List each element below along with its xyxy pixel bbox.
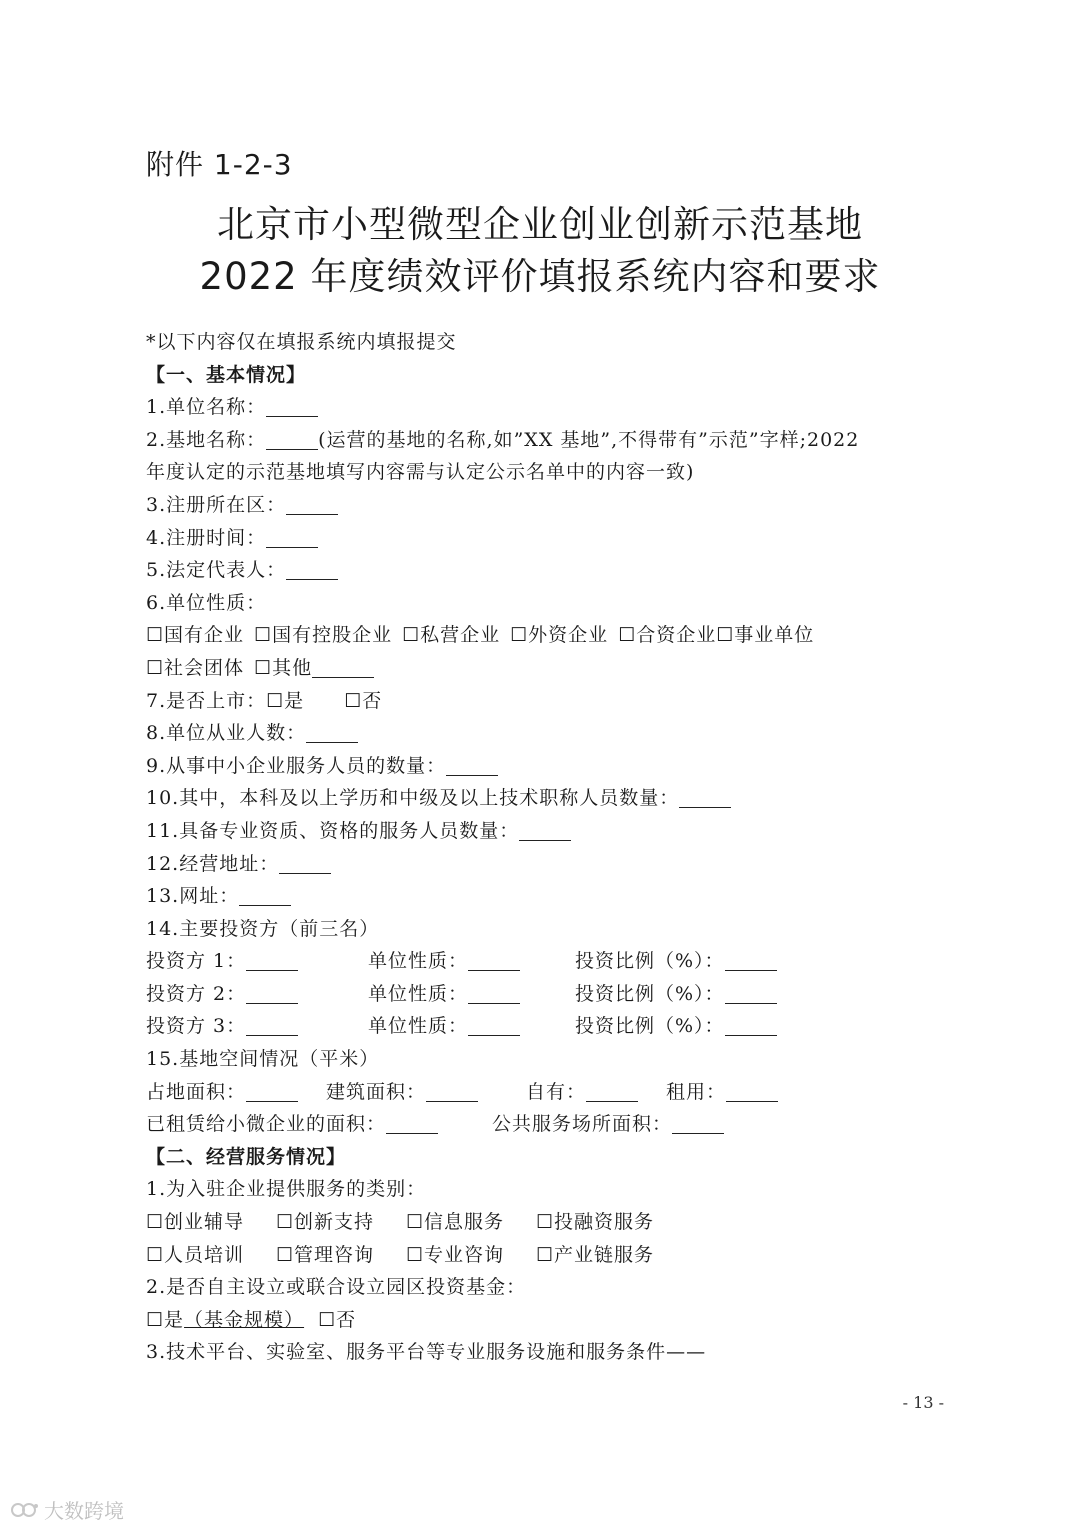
watermark-logo-icon: [10, 1500, 40, 1520]
blank-line: [266, 527, 318, 548]
watermark-text: 大数跨境: [44, 1499, 124, 1523]
field-service-facilities: 3.技术平台、实验室、服务平台等专业服务设施和服务条件——: [146, 1341, 707, 1364]
checkbox-option: ☐合资企业☐事业单位: [618, 624, 815, 647]
blank-line: [725, 983, 777, 1004]
document-title-line-1: 北京市小型微型企业创业创新示范基地: [217, 203, 863, 246]
blank-line: [426, 1081, 478, 1102]
checkbox-option: ☐社会团体: [146, 656, 245, 679]
blank-line: [672, 1113, 724, 1134]
blank-line: [306, 722, 358, 743]
section-operations-heading: 【二、经营服务情况】: [146, 1145, 347, 1168]
blank-line: [286, 494, 338, 515]
section-basic-heading: 【一、基本情况】: [146, 363, 307, 386]
blank-line: [725, 1015, 777, 1036]
checkbox-option: ☐是: [266, 689, 305, 712]
form-body: [146, 326, 946, 1369]
blank-line: [446, 755, 498, 776]
investor-row: 投资方 2： 单位性质： 投资比例（%）：: [146, 978, 946, 1011]
watermark: [10, 1495, 124, 1524]
blank-line: [468, 1015, 520, 1036]
document-title-line-2: 2022 年度绩效评价填报系统内容和要求: [199, 255, 881, 298]
blank-line: [266, 429, 318, 450]
blank-line: [246, 1081, 298, 1102]
field-registered-district: 3.注册所在区：: [146, 489, 946, 522]
checkbox-option: ☐否: [318, 1308, 357, 1331]
blank-line: [586, 1081, 638, 1102]
checkbox-option: ☐私营企业: [402, 624, 501, 647]
field-base-name: 2.基地名称： (运营的基地的名称,如”XX 基地”,不得带有”示范”字样;2022: [146, 428, 860, 451]
checkbox-option: ☐人员培训: [146, 1243, 245, 1266]
field-base-space: 15.基地空间情况（平米）: [146, 1048, 380, 1071]
field-unit-nature: 6.单位性质：: [146, 591, 267, 614]
checkbox-option: ☐创业辅导: [146, 1211, 245, 1234]
field-main-investors: 14.主要投资方（前三名）: [146, 917, 380, 940]
checkbox-option: ☐创新支持: [276, 1211, 375, 1234]
fund-scale-blank: （基金规模）: [184, 1308, 305, 1331]
field-base-name-continued: 年度认定的示范基地填写内容需与认定公示名单中的内容一致): [146, 461, 695, 484]
field-investment-fund: 2.是否自主设立或联合设立园区投资基金：: [146, 1276, 527, 1299]
blank-line: [312, 657, 374, 678]
field-employee-count: 8.单位从业人数：: [146, 717, 946, 750]
field-service-categories: 1.为入驻企业提供服务的类别：: [146, 1178, 427, 1201]
investor-row: 投资方 3： 单位性质： 投资比例（%）：: [146, 1010, 946, 1043]
blank-line: [246, 983, 298, 1004]
page-number: - 13 -: [902, 1393, 944, 1412]
submission-note: *以下内容仅在填报系统内填报提交: [146, 331, 457, 353]
checkbox-option: ☐专业咨询: [406, 1243, 505, 1266]
blank-line: [519, 820, 571, 841]
field-legal-representative: 5.法定代表人：: [146, 554, 946, 587]
blank-line: [266, 396, 318, 417]
checkbox-option: ☐信息服务: [406, 1211, 505, 1234]
unit-nature-options-row-2: [146, 652, 946, 685]
checkbox-option: ☐外资企业: [510, 624, 609, 647]
field-sme-service-staff: 9.从事中小企业服务人员的数量：: [146, 750, 946, 783]
checkbox-option: ☐其他: [254, 656, 313, 679]
investor-row: 投资方 1： 单位性质： 投资比例（%）：: [146, 945, 946, 978]
blank-line: [468, 950, 520, 971]
blank-line: [679, 787, 731, 808]
field-registration-time: 4.注册时间：: [146, 522, 946, 555]
blank-line: [725, 950, 777, 971]
checkbox-option: ☐投融资服务: [536, 1211, 655, 1234]
blank-line: [468, 983, 520, 1004]
field-website: 13.网址：: [146, 880, 946, 913]
blank-line: [246, 950, 298, 971]
checkbox-option: ☐产业链服务: [536, 1243, 655, 1266]
service-options-row-1: [146, 1206, 946, 1239]
checkbox-option: ☐管理咨询: [276, 1243, 375, 1266]
service-options-row-2: [146, 1239, 946, 1272]
field-qualified-staff: 10.其中，本科及以上学历和中级及以上技术职称人员数量：: [146, 782, 946, 815]
fund-options: [146, 1304, 946, 1337]
blank-line: [279, 853, 331, 874]
attachment-label: 附件 1-2-3: [146, 148, 293, 181]
checkbox-option: ☐是: [146, 1308, 185, 1331]
blank-line: [386, 1113, 438, 1134]
unit-nature-options-row-1: [146, 619, 946, 652]
field-certified-staff: 11.具备专业资质、资格的服务人员数量：: [146, 815, 946, 848]
space-row-2: 已租赁给小微企业的面积： 公共服务场所面积：: [146, 1108, 946, 1141]
field-unit-name: 1.单位名称：: [146, 391, 946, 424]
checkbox-option: ☐否: [344, 689, 383, 712]
blank-line: [246, 1015, 298, 1036]
field-listed: 7.是否上市：☐是 ☐否: [146, 689, 383, 712]
blank-line: [239, 885, 291, 906]
space-row-1: 占地面积： 建筑面积： 自有： 租用：: [146, 1076, 946, 1109]
checkbox-option: ☐国有控股企业: [254, 624, 393, 647]
checkbox-option: ☐国有企业: [146, 624, 245, 647]
blank-line: [726, 1081, 778, 1102]
blank-line: [286, 559, 338, 580]
field-business-address: 12.经营地址：: [146, 848, 946, 881]
